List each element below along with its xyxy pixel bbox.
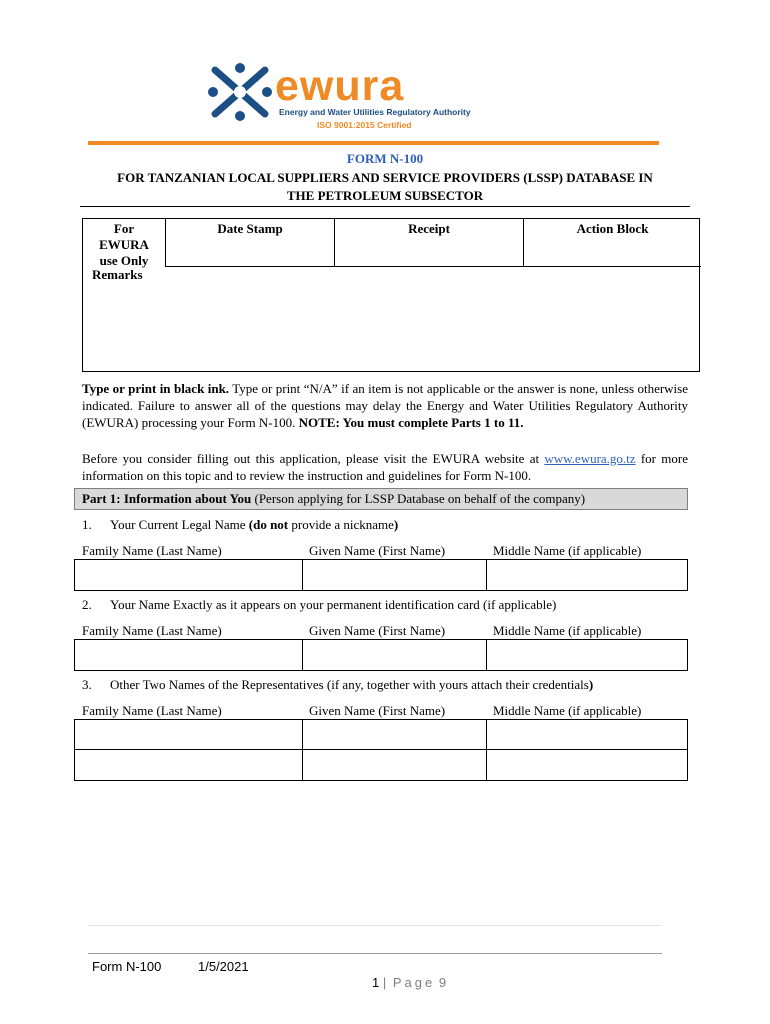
- website-text-after: for more information on this topic and to review the instruction and guidelines for Form N-100.: [82, 451, 688, 483]
- footer-rule-light: [88, 925, 662, 926]
- q3-row1-middle-input[interactable]: [487, 720, 687, 750]
- question-3-text: Other Two Names of the Representatives (if any, together with yours attach their credentials: [110, 677, 589, 692]
- instructions-text: Type or print “N/A” if an item is not applicable or the answer is none, unless otherwise indicated. Failure to answer all of the questions may delay the Energy and Water Utilities Regulatory Authority (EWURA) processing your Form N-100.: [82, 381, 688, 430]
- use-only-line2: EWURA: [99, 237, 149, 252]
- q2-family-input[interactable]: [75, 640, 303, 670]
- footer-rule: [88, 953, 662, 954]
- form-title-line2: THE PETROLEUM SUBSECTOR: [286, 188, 484, 203]
- q1-given-label: Given Name (First Name): [309, 543, 446, 558]
- form-title: [80, 169, 690, 205]
- action-block-cell[interactable]: Action Block: [524, 219, 701, 267]
- form-number: FORM N-100: [346, 151, 424, 166]
- q3-row1-given-input[interactable]: [303, 720, 487, 750]
- q1-name-grid: [74, 559, 688, 591]
- part1-subtitle: (Person applying for LSSP Database on behalf of the company): [251, 491, 586, 506]
- q3-family-label: Family Name (Last Name): [82, 703, 222, 718]
- question-1-bold: (do not: [248, 517, 289, 532]
- ewura-use-only-label: [83, 219, 166, 267]
- website-text-before: Before you consider filling out this application, please visit the EWURA website at: [82, 451, 545, 466]
- q2-given-label: Given Name (First Name): [309, 623, 446, 638]
- office-use-box: [82, 218, 700, 372]
- use-only-line3: use Only: [99, 253, 149, 268]
- page-word: Page: [392, 975, 436, 990]
- q2-middle-label: Middle Name (if applicable): [493, 623, 642, 638]
- q1-family-input[interactable]: [75, 560, 303, 590]
- question-3-close: ): [588, 677, 594, 692]
- q3-row2-middle-input[interactable]: [487, 750, 687, 780]
- receipt-cell[interactable]: Receipt: [335, 219, 524, 267]
- q1-given-input[interactable]: [303, 560, 487, 590]
- question-2-number: 2.: [82, 597, 92, 612]
- question-3-number: 3.: [82, 677, 92, 692]
- question-1: [82, 517, 398, 533]
- part1-title: Part 1: Information about You: [82, 491, 252, 506]
- q1-middle-label: Middle Name (if applicable): [493, 543, 642, 558]
- remarks-label: Remarks: [92, 267, 143, 282]
- footer-date: 1/5/2021: [198, 959, 249, 974]
- header-rule: [88, 141, 659, 145]
- q2-given-input[interactable]: [303, 640, 487, 670]
- question-1-number: 1.: [82, 517, 92, 532]
- ewura-website-link[interactable]: www.ewura.go.tz: [544, 451, 636, 466]
- q1-middle-input[interactable]: [487, 560, 687, 590]
- ewura-emblem-icon: [205, 60, 277, 124]
- title-rule: [80, 206, 690, 207]
- logo-wordmark: ewura: [275, 62, 405, 110]
- q3-row2-given-input[interactable]: [303, 750, 487, 780]
- logo-iso-cert: ISO 9001:2015 Certified: [317, 120, 412, 130]
- q2-middle-input[interactable]: [487, 640, 687, 670]
- q3-row2-family-input[interactable]: [75, 750, 303, 780]
- date-stamp-cell[interactable]: Date Stamp: [166, 219, 335, 267]
- instructions-note: NOTE: You must complete Parts 1 to 11.: [298, 415, 524, 430]
- ewura-logo: [205, 58, 471, 138]
- q2-family-label: Family Name (Last Name): [82, 623, 222, 638]
- question-1-after: provide a nickname: [288, 517, 394, 532]
- part1-header: [74, 488, 688, 510]
- q1-family-label: Family Name (Last Name): [82, 543, 222, 558]
- question-2-text: Your Name Exactly as it appears on your permanent identification card (if applicable): [110, 597, 557, 612]
- page-separator: |: [382, 975, 390, 990]
- page-total: 9: [438, 975, 450, 990]
- q3-given-label: Given Name (First Name): [309, 703, 446, 718]
- form-title-line1: FOR TANZANIAN LOCAL SUPPLIERS AND SERVICE PROVIDERS (LSSP) DATABASE IN: [117, 170, 653, 185]
- page-number: [372, 975, 449, 990]
- instructions-lead: Type or print in black ink.: [82, 381, 230, 396]
- q3-row1-family-input[interactable]: [75, 720, 303, 750]
- question-3: [82, 677, 593, 693]
- q2-name-grid: [74, 639, 688, 671]
- footer-form-number: Form N-100: [92, 959, 162, 974]
- question-2: [82, 597, 556, 613]
- page-number-current: 1: [372, 975, 380, 990]
- q3-name-grid: [74, 719, 688, 781]
- website-paragraph: [82, 450, 688, 484]
- logo-tagline: Energy and Water Utilities Regulatory Authority: [279, 107, 471, 117]
- use-only-line1: For: [113, 221, 135, 236]
- question-1-text: Your Current Legal Name: [110, 517, 249, 532]
- q3-middle-label: Middle Name (if applicable): [493, 703, 642, 718]
- instructions-paragraph: [82, 380, 688, 431]
- question-1-close: ): [393, 517, 399, 532]
